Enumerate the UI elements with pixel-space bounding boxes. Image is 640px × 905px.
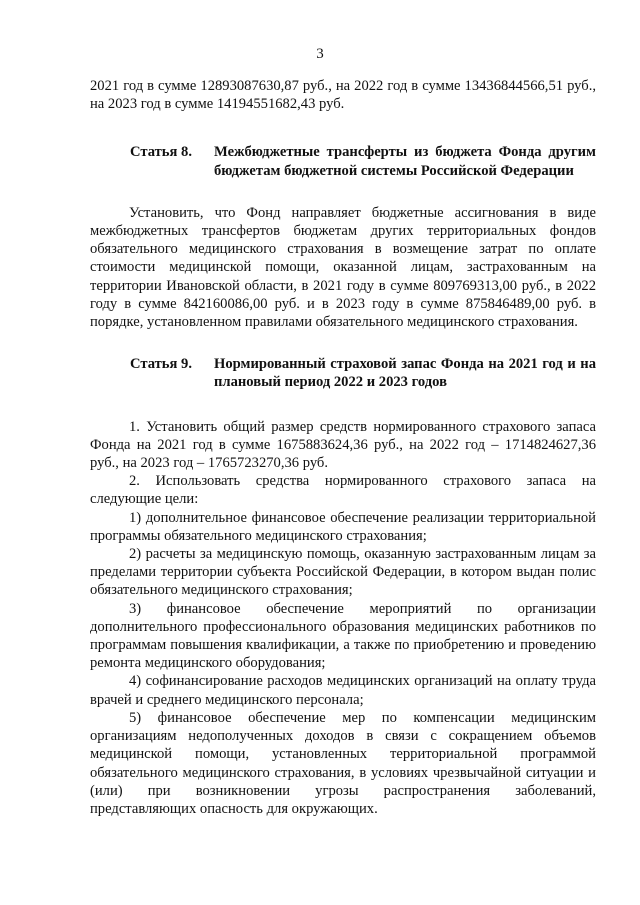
article-8-number: Статья 8.	[130, 144, 192, 161]
article-9-paragraph: 3) финансовое обеспечение мероприятий по организации дополнительного профессионального образования медицинских работников по программам повышения квалификации, а также по приобретению и проведению ремонта медицинского оборудования;	[90, 600, 596, 672]
article-9-paragraph: 1. Установить общий размер средств нормированного страхового запаса Фонда на 2021 год в сумме 1675883624,36 руб., на 2022 год – 1714824627,36 руб., на 2023 год – 1765723270,36 руб.	[90, 418, 596, 472]
article-9-title: Нормированный страховой запас Фонда на 2021 год и на плановый период 2022 и 2023 годов	[214, 356, 596, 391]
intro-paragraph: 2021 год в сумме 12893087630,87 руб., на 2022 год в сумме 13436844566,51 руб., на 2023 год в сумме 14194551682,43 руб.	[90, 78, 596, 113]
article-9-paragraph: 2) расчеты за медицинскую помощь, оказанную застрахованным лицам за пределами территории субъекта Российской Федерации, в котором выдан полис обязательного медицинского страхования;	[90, 546, 596, 599]
article-9-paragraph: 5) финансовое обеспечение мер по компенсации медицинским организациям недополученных доходов в связи с сокращением объемов медицинской помощи, установленных территориальной программой обязательного медицинского страхования, в условиях чрезвычайной ситуации и (или) при возникновении угрозы распространения заболеваний, представляющих опасность для окружающих.	[90, 709, 596, 817]
document-body	[90, 77, 596, 818]
article-9-number: Статья 9.	[130, 356, 192, 373]
article-9-heading	[90, 355, 596, 391]
article-9-paragraph: 2. Использовать средства нормированного страхового запаса на следующие цели:	[90, 473, 596, 508]
page-number: 3	[316, 46, 324, 62]
article-9-paragraph: 4) софинансирование расходов медицинских организаций на оплату труда врачей и среднего медицинского персонала;	[90, 673, 596, 708]
article-8-title: Межбюджетные трансферты из бюджета Фонда другим бюджетам бюджетной системы Российской Федерации	[214, 144, 596, 179]
article-9-paragraph: 1) дополнительное финансовое обеспечение реализации территориальной программы обязательного медицинского страхования;	[90, 509, 596, 544]
article-8-heading	[90, 143, 596, 179]
article-8-text: Установить, что Фонд направляет бюджетные ассигнования в виде межбюджетных трансфертов бюджетам других территориальных фондов обязательного медицинского страхования в возмещение затрат по оплате стоимости медицинской помощи, оказанной лицам, застрахованным на территории Ивановской области, в 2021 году в сумме 809769313,00 руб., в 2022 году в сумме 842160086,00 руб. и в 2023 году в сумме 875846489,00 руб. в порядке, установленном правилами обязательного медицинского страхования.	[90, 204, 596, 331]
